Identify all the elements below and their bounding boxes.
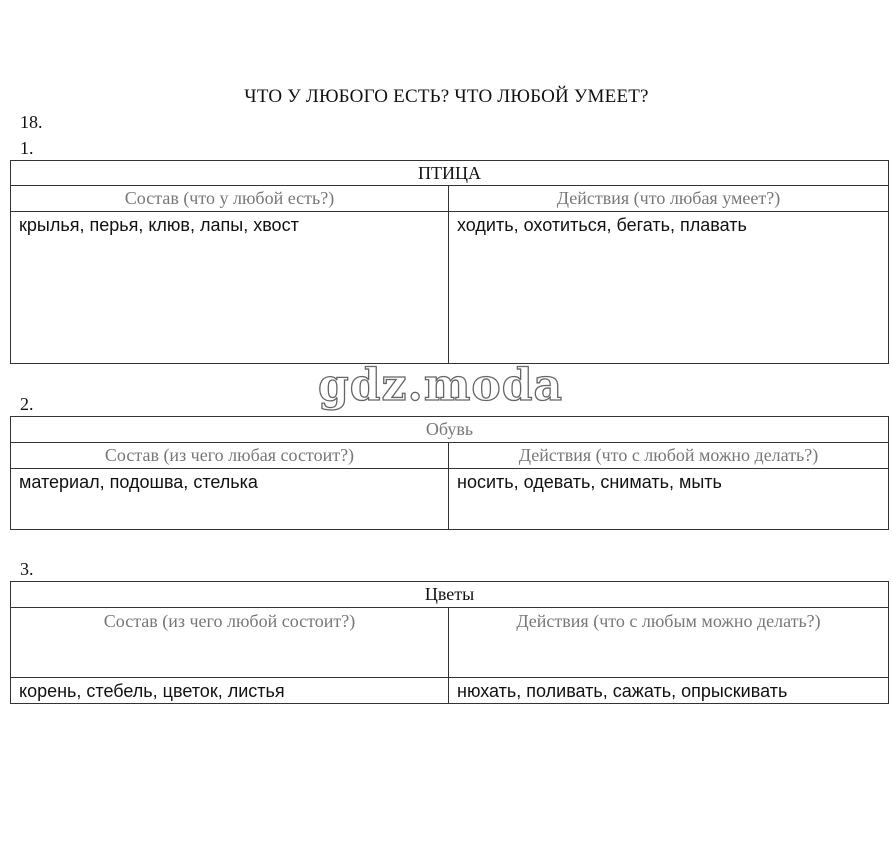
table-1-col1-label: Состав (что у любой есть?)	[11, 186, 449, 212]
table-1-col2-answer: ходить, охотиться, бегать, плавать	[449, 212, 889, 364]
table-1-col1-answer: крылья, перья, клюв, лапы, хвост	[11, 212, 449, 364]
table-3-number: 3.	[20, 559, 34, 579]
table-2-col1-label: Состав (из чего любая состоит?)	[11, 443, 449, 469]
table-2-col2-answer: носить, одевать, снимать, мыть	[449, 469, 889, 530]
table-1-number: 1.	[20, 138, 34, 158]
task-number: 18.	[20, 112, 43, 132]
table-3-col1-label: Состав (из чего любой состоит?)	[11, 608, 449, 678]
table-3-col1-answer: корень, стебель, цветок, листья	[11, 678, 449, 704]
watermark-logo: gdz.moda	[318, 360, 564, 411]
table-3	[10, 581, 889, 704]
table-1	[10, 160, 889, 364]
table-2-number: 2.	[20, 394, 34, 414]
page-title: ЧТО У ЛЮБОГО ЕСТЬ? ЧТО ЛЮБОЙ УМЕЕТ?	[244, 86, 649, 107]
table-3-header: Цветы	[11, 582, 889, 608]
table-3-col2-answer: нюхать, поливать, сажать, опрыскивать	[449, 678, 889, 704]
table-1-col2-label: Действия (что любая умеет?)	[449, 186, 889, 212]
table-2-header: Обувь	[11, 417, 889, 443]
table-3-col2-label: Действия (что с любым можно делать?)	[449, 608, 889, 678]
table-2-col2-label: Действия (что с любой можно делать?)	[449, 443, 889, 469]
table-2	[10, 416, 889, 530]
table-2-col1-answer: материал, подошва, стелька	[11, 469, 449, 530]
table-1-header: ПТИЦА	[11, 161, 889, 186]
